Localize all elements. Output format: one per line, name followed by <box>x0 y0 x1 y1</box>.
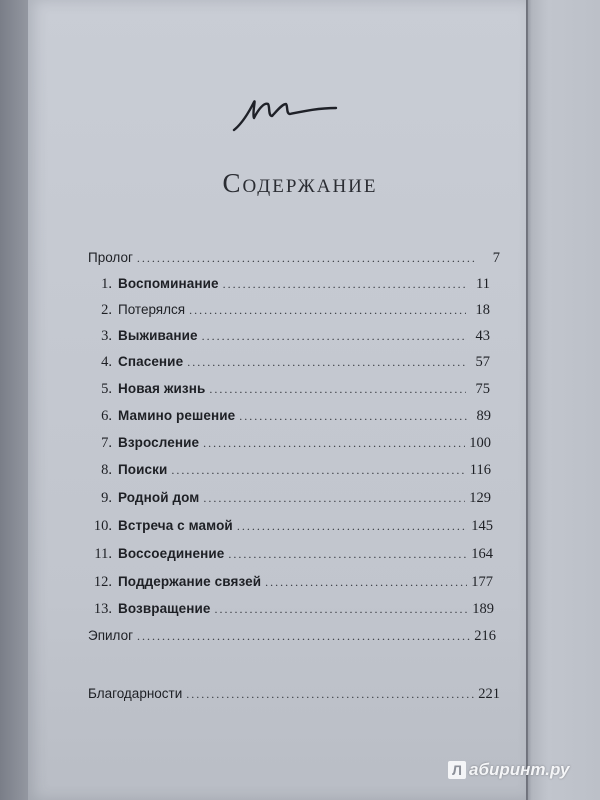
toc-leader-dots <box>237 519 467 534</box>
toc-entry-title: Поиски <box>118 462 168 477</box>
toc-leader-dots <box>209 382 466 397</box>
toc-entry-number: 4. <box>101 354 112 370</box>
toc-entry-number: 10. <box>93 518 112 534</box>
toc-leader-dots <box>202 329 466 344</box>
toc-entry-page: 43 <box>475 328 490 344</box>
toc-entry <box>88 628 496 645</box>
toc-entry-page: 57 <box>475 354 490 370</box>
toc-entry <box>88 276 490 293</box>
toc-entry-page: 7 <box>492 250 500 266</box>
toc-entry-number: 1. <box>101 276 112 292</box>
toc-entry <box>88 250 500 267</box>
toc-entry-number: 7. <box>101 435 112 451</box>
toc-entry <box>88 302 490 319</box>
toc-leader-dots <box>203 436 465 451</box>
toc-entry <box>88 574 493 591</box>
toc-entry-title: Спасение <box>118 354 184 369</box>
toc-entry-page: 145 <box>471 518 493 534</box>
toc-entry-title: Мамино решение <box>118 408 236 423</box>
toc-leader-dots <box>189 303 466 318</box>
toc-entry-page: 129 <box>469 490 491 506</box>
toc-entry-page: 177 <box>471 574 493 590</box>
toc-entry <box>88 490 491 507</box>
toc-entry <box>88 435 491 452</box>
toc-entry <box>88 518 493 535</box>
toc-entry-number: 11. <box>94 546 112 562</box>
toc-leader-dots <box>137 251 476 266</box>
toc-entry <box>88 408 491 425</box>
toc-entry-number: 13. <box>93 601 112 617</box>
toc-entry-page: 116 <box>469 462 491 478</box>
toc-entry-title: Родной дом <box>118 490 200 505</box>
toc-leader-dots <box>171 463 465 478</box>
toc-entry-page: 221 <box>478 686 500 702</box>
toc-entry-page: 164 <box>471 546 493 562</box>
toc-entry-page: 189 <box>472 601 494 617</box>
toc-entry <box>88 546 493 563</box>
toc-leader-dots <box>265 575 467 590</box>
toc-entry-title: Пролог <box>88 250 133 265</box>
site-watermark <box>448 760 569 780</box>
toc-entry-title: Взросление <box>118 435 200 450</box>
toc-entry <box>88 354 490 371</box>
toc-entry-page: 18 <box>475 302 490 318</box>
toc-entry-title: Возвращение <box>118 601 211 616</box>
toc-entry-number: 9. <box>101 490 112 506</box>
toc-leader-dots <box>186 687 474 702</box>
toc-entry-page: 11 <box>476 276 490 292</box>
toc-entry-title: Встреча с мамой <box>118 518 233 533</box>
toc-entry-title: Воспоминание <box>118 276 219 291</box>
toc-entry <box>88 381 490 398</box>
toc-entry-number: 8. <box>101 462 112 478</box>
toc-entry-number: 5. <box>101 381 112 397</box>
toc-entry-page: 216 <box>474 628 496 644</box>
toc-leader-dots <box>187 355 466 370</box>
contents-heading: Содержание <box>222 168 378 198</box>
toc-leader-dots <box>215 602 469 617</box>
watermark-logo-icon: Л <box>448 761 466 779</box>
toc-entry-number: 2. <box>101 302 112 318</box>
toc-leader-dots <box>239 409 467 424</box>
toc-leader-dots <box>137 629 470 644</box>
toc-entry-title: Эпилог <box>88 628 134 643</box>
toc-leader-dots <box>203 491 465 506</box>
toc-leader-dots <box>228 547 467 562</box>
watermark-text: абиринт.ру <box>469 760 570 779</box>
toc-entry-page: 75 <box>475 381 490 397</box>
toc-entry-title: Новая жизнь <box>118 381 206 396</box>
toc-entry-title: Выживание <box>118 328 198 343</box>
toc-entry-number: 12. <box>93 574 112 590</box>
toc-entry <box>88 328 490 345</box>
toc-leader-dots <box>223 277 466 292</box>
toc-entry-number: 3. <box>101 328 112 344</box>
toc-entry-page: 89 <box>476 408 491 424</box>
toc-entry-title: Потерялся <box>118 302 186 317</box>
toc-entry <box>88 686 500 703</box>
toc-entry <box>88 601 494 618</box>
toc-entry-title: Поддержание связей <box>118 574 262 589</box>
toc-entry <box>88 462 491 479</box>
toc-entry-title: Воссоединение <box>118 546 225 561</box>
toc-entry-page: 100 <box>469 435 491 451</box>
toc-entry-number: 6. <box>101 408 112 424</box>
toc-entry-title: Благодарности <box>88 686 183 701</box>
